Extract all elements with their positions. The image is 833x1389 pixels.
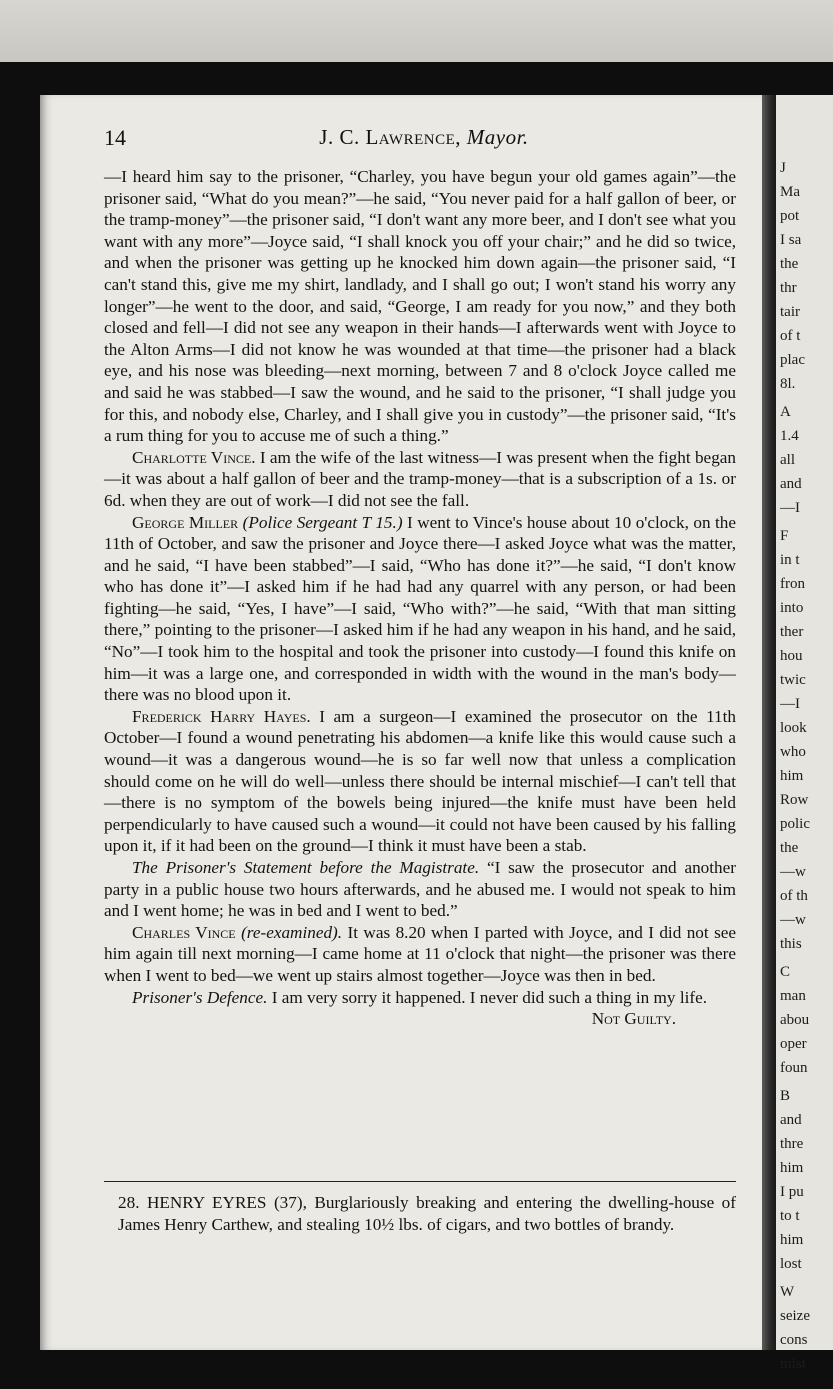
facing-page-fragment: lost	[780, 1256, 802, 1272]
facing-page-fragment: abou	[780, 1012, 810, 1028]
facing-page-fragment: seize	[780, 1308, 810, 1324]
running-head-name: J. C. Lawrence,	[319, 125, 462, 149]
testimony-text: It was 8.20 when I parted with Joyce, and I did not see him again till next morning—I came home at 11 o'clock that night—the prisoner was there when I went to bed—we went up stairs almost together—Joyce was then in bed.	[104, 922, 737, 985]
facing-page-fragment: tair	[780, 304, 800, 320]
testimony-text: I went to Vince's house about 10 o'clock, on the 11th of October, and saw the prisoner and Joyce there—I asked Joyce what was the matter, and he said, “I have been stabbed”—I said, “Who has done it?”—he said, “I don't know who has done it”—I asked him if he had had any quarrel with any person, or had been fighting—he said, “Yes, I have”—I said, “Who with?”—he said, “With that man sitting there,” pointing to the prisoner—I asked him if he had any weapon in his hand, and he said, “No”—I took him to the hospital and took the prisoner into custody—I found this knife on him—it was a large one, and corresponded in width with the wound in the man's body—there was no blood upon it.	[104, 512, 737, 705]
verdict-line	[104, 1008, 736, 1030]
testimony-text: I am a surgeon—I examined the prosecutor on the 11th October—I found a wound penetrating his abdomen—a knife like this would cause such a wound—it was a dangerous wound—he is so far well now that unless a complication should come on he will do well—unless there should be internal mischief—I can't tell that—there is no symptom of the bowels being injured—the knife must have been held perpendicularly to have caused such a wound—it could not have been caused by his falling upon it, if it had been on the ground—I think it must have been a stab.	[104, 706, 737, 856]
facing-page-fragment: I sa	[780, 232, 802, 248]
facing-page-fragment: oper	[780, 1036, 807, 1052]
running-head	[104, 125, 744, 150]
facing-page-fragment: this	[780, 936, 802, 952]
paragraph-frederick-hayes	[104, 706, 736, 857]
facing-page-fragment: thr	[780, 280, 797, 296]
speaker-role: (Police Sergeant T 15.)	[242, 512, 403, 532]
facing-page-fragment: 1.4	[780, 428, 799, 444]
facing-page-fragment: pot	[780, 208, 800, 224]
page-header	[104, 125, 744, 151]
facing-page-fragment: foun	[780, 1060, 808, 1076]
facing-page-fragment: plac	[780, 352, 805, 368]
facing-page-fragment: F	[780, 528, 789, 544]
facing-page-fragment: —I	[780, 500, 800, 516]
running-head-title: Mayor.	[466, 125, 529, 149]
facing-page-fragment: polic	[780, 816, 810, 832]
facing-page-fragment: all	[780, 452, 795, 468]
paragraph-george-miller	[104, 512, 736, 706]
facing-page-fragment: —w	[780, 912, 806, 928]
paragraph-charlotte-vince	[104, 447, 736, 512]
facing-page-fragment: the	[780, 840, 799, 856]
statement-text: “I saw the prosecutor and another party in a public house two hours afterwards, and he abused me. I would not speak to him and I went home; he was in bed and I went to bed.”	[104, 858, 736, 921]
facing-page-fragment: of t	[780, 328, 801, 344]
scan-top-margin	[0, 0, 833, 62]
facing-page-fragment: Ma	[780, 184, 800, 200]
facing-page-fragment: 8l.	[780, 376, 796, 392]
speaker-role: (re-examined).	[241, 922, 343, 942]
facing-page-fragment: B	[780, 1088, 791, 1104]
testimony-body	[104, 166, 736, 1030]
facing-page-fragment: and	[780, 1112, 802, 1128]
facing-page-fragment: him	[780, 1160, 804, 1176]
facing-page-fragment: look	[780, 720, 807, 736]
section-label: The Prisoner's Statement before the Magistrate.	[132, 858, 480, 877]
case-divider	[104, 1181, 736, 1182]
facing-page-fragment: —w	[780, 864, 806, 880]
facing-page-fragment: J	[780, 160, 786, 176]
speaker-name: Frederick Harry Hayes.	[132, 706, 311, 726]
speaker-name: Charles Vince	[132, 922, 236, 942]
speaker-name: George Miller	[132, 512, 239, 532]
facing-page-fragment: I pu	[780, 1184, 804, 1200]
facing-page-fragment: —I	[780, 696, 800, 712]
paragraph-charles-vince	[104, 922, 736, 987]
facing-page-fragment: fron	[780, 576, 805, 592]
facing-page-edge	[776, 95, 833, 1372]
speaker-name: Charlotte Vince.	[132, 447, 256, 467]
facing-page-fragment: into	[780, 600, 804, 616]
facing-page-fragment: man	[780, 988, 806, 1004]
facing-page-fragment: of th	[780, 888, 808, 904]
facing-page-fragment: W	[780, 1284, 795, 1300]
facing-page-fragment: cons	[780, 1332, 808, 1348]
facing-page-fragment: who	[780, 744, 806, 760]
facing-page-fragment: him	[780, 1232, 804, 1248]
paragraph-witness-continued: —I heard him say to the prisoner, “Charley, you have begun your old games again”—the prisoner said, “What do you mean?”—he said, “You never paid for a half gallon of beer, or the tramp-money”—the prisoner said, “I don't want any more beer, and I don't see what you want with any more”—Joyce said, “I shall knock you off your chair;” and he did so twice, and when the prisoner was getting up he knocked him down again—the prisoner said, “I can't stand this, give me my shirt, landlady, and I shall go out; I won't stand his worry any longer”—he went to the door, and said, “George, I am ready for you now,” and they both closed and fell—I did not see any weapon in their hands—I afterwards went with Joyce to the Alton Arms—I did not know he was wounded at that time—the prisoner had a black eye, and his nose was bleeding—next morning, between 7 and 8 o'clock Joyce called me and said he was stabbed—I saw the wound, and he said to the prisoner, “I shall judge you for this, and nobody else, Charley, and I shall give you in custody”—the prisoner said, “It's a rum thing for you to accuse me of such a thing.”	[104, 167, 736, 446]
section-label: Prisoner's Defence.	[132, 987, 268, 1007]
verdict: Not Guilty.	[591, 1009, 676, 1029]
testimony-text: I am the wife of the last witness—I was present when the fight began—it was about a half gallon of beer and the tramp-money—that is a subscription of a 1s. or 6d. when they are out of work—I did not see the fall.	[104, 447, 737, 510]
facing-page-fragment: in t	[780, 552, 800, 568]
book-gutter	[762, 95, 776, 1350]
facing-page-fragment: thre	[780, 1136, 804, 1152]
facing-page-fragment: C	[780, 964, 791, 980]
facing-page-fragment: him	[780, 768, 804, 784]
page-number: 14	[104, 125, 126, 150]
facing-page-fragment: A	[780, 404, 791, 420]
facing-page-fragment: the	[780, 256, 799, 272]
defence-text: I am very sorry it happened. I never did such a thing in my life.	[271, 987, 708, 1007]
paragraph-prisoner-statement	[104, 857, 736, 922]
facing-page-fragment: ther	[780, 624, 804, 640]
facing-page-fragment: to t	[780, 1208, 800, 1224]
facing-page-fragment: and	[780, 476, 802, 492]
facing-page-fragment: mist	[780, 1356, 806, 1372]
facing-page-fragment: Row	[780, 792, 809, 808]
case-heading: 28. HENRY EYRES (37), Burglariously breaking and entering the dwelling-house of James Henry Carthew, and stealing 10½ lbs. of cigars, and two bottles of brandy.	[118, 1193, 736, 1234]
facing-page-fragment: twic	[780, 672, 806, 688]
facing-page-fragment: hou	[780, 648, 803, 664]
paragraph-prisoner-defence	[104, 987, 736, 1009]
next-case-entry	[118, 1192, 736, 1236]
